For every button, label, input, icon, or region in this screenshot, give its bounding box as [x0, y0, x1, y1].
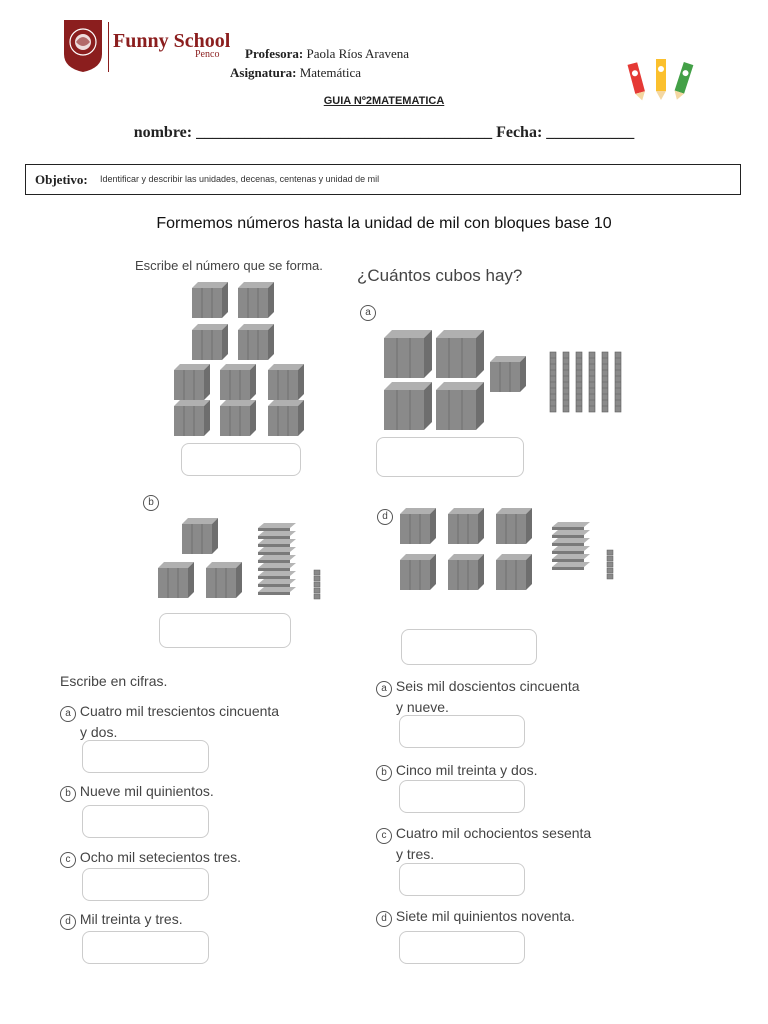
- answer-box-b[interactable]: [159, 613, 291, 648]
- right-item-d: [376, 906, 575, 927]
- right-answer-b[interactable]: [399, 780, 525, 813]
- right-item-a: [376, 676, 580, 717]
- left-item-b: [60, 781, 214, 802]
- answer-box-top[interactable]: [181, 443, 301, 476]
- label-a: a: [360, 305, 376, 321]
- right-item-c-text: Cuatro mil ochocientos sesenta: [395, 825, 592, 841]
- right-answer-a[interactable]: [399, 715, 525, 748]
- date-line[interactable]: ___________: [546, 124, 635, 141]
- left-item-c-text: Ocho mil setecientos tres.: [79, 849, 241, 865]
- school-sub: Penco: [195, 49, 220, 60]
- right-item-a-letter: a: [376, 681, 392, 697]
- subject-name: Matemática: [299, 65, 362, 80]
- subject-line: [230, 65, 361, 81]
- name-line[interactable]: _____________________________________: [196, 124, 493, 141]
- left-item-c-letter: c: [60, 852, 76, 868]
- instruction-left: Escribe el número que se forma.: [135, 258, 323, 273]
- right-answer-d[interactable]: [399, 931, 525, 964]
- left-item-a-text: Cuatro mil trescientos cincuenta: [79, 703, 280, 719]
- subject-label: Asignatura:: [230, 65, 297, 80]
- right-item-a-text: Seis mil doscientos cincuenta: [395, 678, 580, 694]
- teacher-name: Paola Ríos Aravena: [306, 46, 410, 61]
- date-label: Fecha:: [496, 124, 543, 141]
- objective-label: Objetivo:: [35, 172, 88, 187]
- left-answer-b[interactable]: [82, 805, 209, 838]
- left-answer-c[interactable]: [82, 868, 209, 901]
- guide-title: GUIA Nº2MATEMATICA: [323, 95, 445, 107]
- instruction-right: ¿Cuántos cubos hay?: [357, 266, 523, 285]
- answer-box-a[interactable]: [376, 437, 524, 477]
- left-answer-a[interactable]: [82, 740, 209, 773]
- left-item-a-letter: a: [60, 706, 76, 722]
- right-item-c-text2: y tres.: [396, 846, 435, 862]
- teacher-label: Profesora:: [245, 46, 304, 61]
- left-item-d: [60, 909, 183, 930]
- right-item-d-text: Siete mil quinientos noventa.: [395, 908, 575, 924]
- left-item-b-letter: b: [60, 786, 76, 802]
- section-title: Formemos números hasta la unidad de mil con bloques base 10: [156, 215, 612, 232]
- left-answer-d[interactable]: [82, 931, 209, 964]
- name-date-row: [0, 124, 768, 142]
- teacher-line: [245, 46, 409, 62]
- label-d: d: [377, 509, 393, 525]
- right-item-c-letter: c: [376, 828, 392, 844]
- left-item-a-text2: y dos.: [80, 724, 118, 740]
- right-item-a-text2: y nueve.: [396, 699, 449, 715]
- left-item-a: [60, 701, 279, 742]
- instruction-numbers: Escribe en cifras.: [60, 673, 168, 689]
- right-item-b: [376, 760, 538, 781]
- right-item-b-letter: b: [376, 765, 392, 781]
- name-label: nombre:: [133, 124, 193, 141]
- left-item-b-text: Nueve mil quinientos.: [79, 783, 214, 799]
- answer-box-d[interactable]: [401, 629, 537, 665]
- header-divider: [108, 22, 109, 72]
- school-name: Funny School: [113, 30, 231, 52]
- left-item-d-text: Mil treinta y tres.: [79, 911, 183, 927]
- objective-text: Identificar y describir las unidades, decenas, centenas y unidad de mil: [100, 174, 380, 184]
- right-item-c: [376, 823, 591, 864]
- right-answer-c[interactable]: [399, 863, 525, 896]
- right-item-b-text: Cinco mil treinta y dos.: [395, 762, 538, 778]
- left-item-d-letter: d: [60, 914, 76, 930]
- left-item-c: [60, 847, 241, 868]
- school-shield-icon: [62, 18, 104, 74]
- right-item-d-letter: d: [376, 911, 392, 927]
- label-b: b: [143, 495, 159, 511]
